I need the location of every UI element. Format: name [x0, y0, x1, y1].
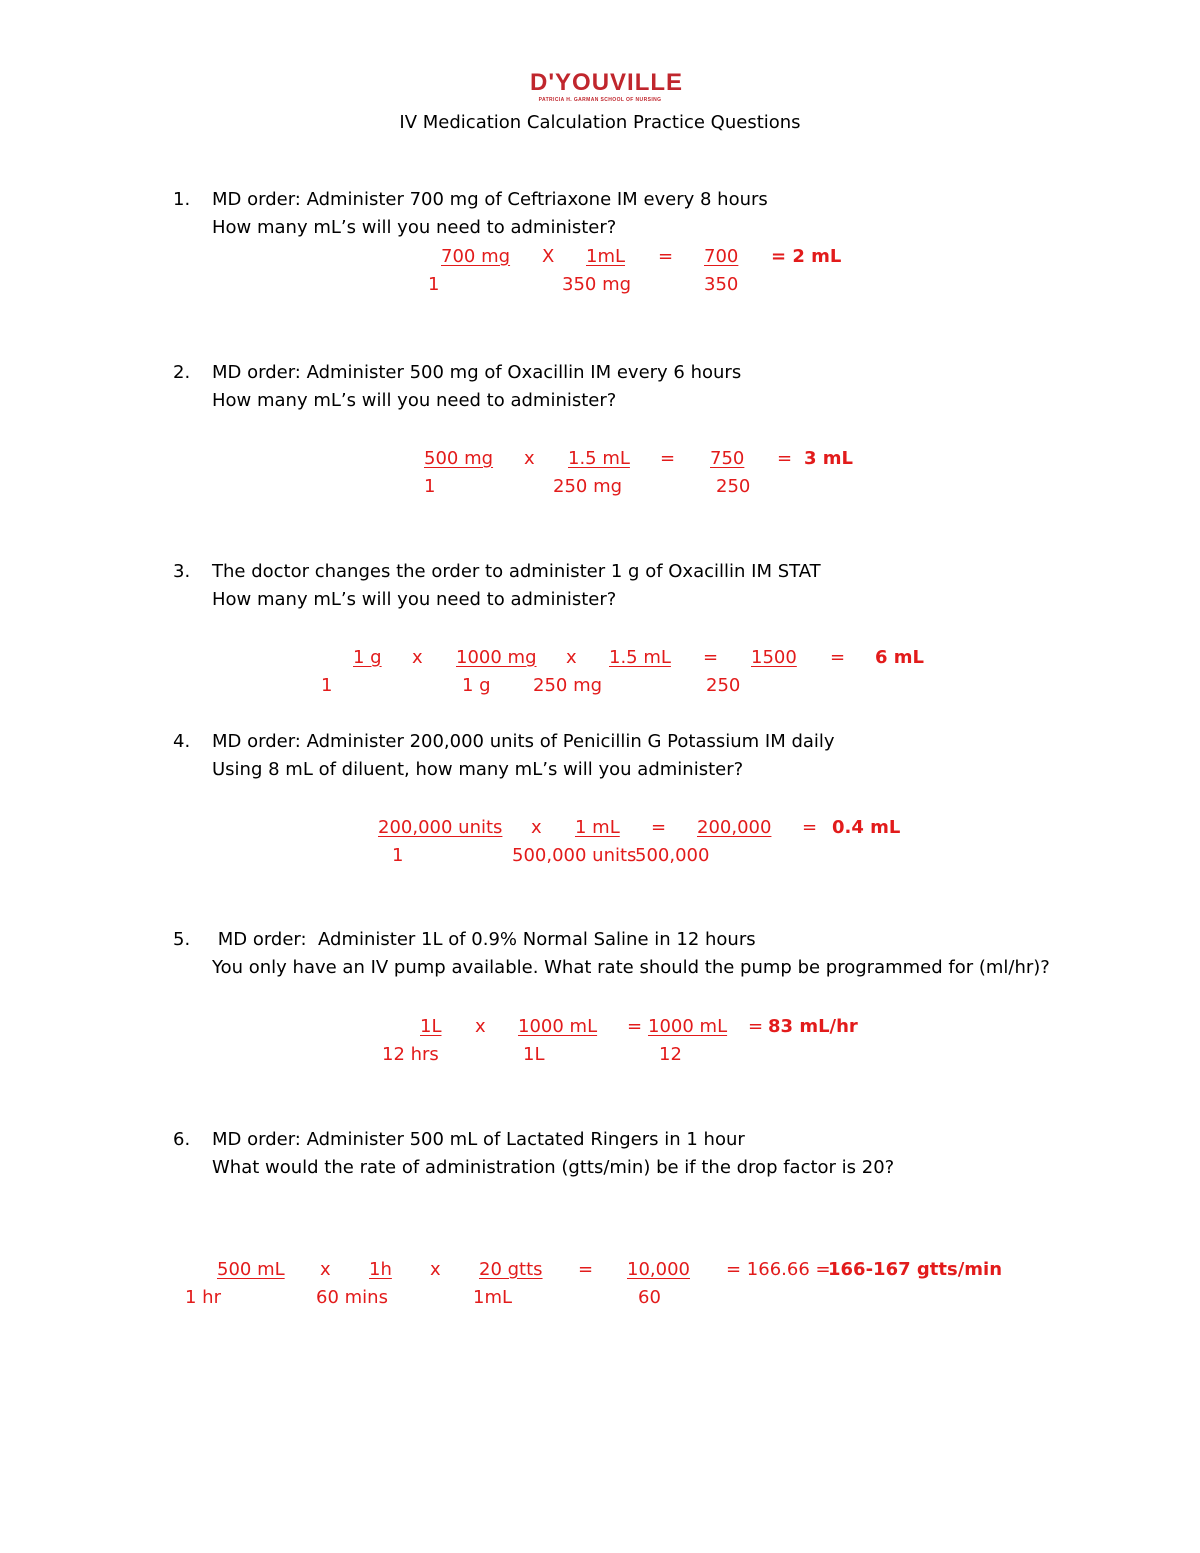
work-term: 750	[710, 448, 745, 469]
logo-subtext: PATRICIA H. GARMAN SCHOOL OF NURSING	[538, 97, 662, 103]
question-order: MD order: Administer 700 mg of Ceftriaxone IM every 8 hours	[212, 189, 768, 210]
work-term: 500 mL	[217, 1259, 285, 1280]
question-order: MD order: Administer 500 mL of Lactated Ringers in 1 hour	[212, 1129, 745, 1150]
work-operator: x	[475, 1016, 486, 1037]
question-prompt: How many mL’s will you need to administer?	[212, 390, 617, 411]
work-denominator: 1	[424, 476, 436, 497]
work-operator: X	[542, 246, 555, 267]
work-denominator: 60	[638, 1287, 661, 1308]
work-answer: 6 mL	[875, 647, 925, 668]
work-denominator: 250	[706, 675, 741, 696]
work-denominator: 12	[659, 1044, 682, 1065]
work-answer: 83 mL/hr	[768, 1016, 858, 1037]
question-number: 4.	[173, 731, 191, 752]
question-order: MD order: Administer 200,000 units of Penicillin G Potassium IM daily	[212, 731, 835, 752]
work-denominator: 1mL	[473, 1287, 513, 1308]
work-denominator: 1	[392, 845, 404, 866]
question-prompt: Using 8 mL of diluent, how many mL’s will you administer?	[212, 759, 744, 780]
work-term: 20 gtts	[479, 1259, 543, 1280]
school-logo	[530, 69, 684, 104]
work-operator: x	[566, 647, 577, 668]
work-operator: =	[578, 1259, 594, 1280]
work-answer: 3 mL	[804, 448, 854, 469]
work-operator: x	[320, 1259, 331, 1280]
work-term: 1 mL	[575, 817, 620, 838]
work-operator: =	[703, 647, 719, 668]
work-term: 700 mg	[441, 246, 511, 267]
question-order: MD order: Administer 500 mg of Oxacillin IM every 6 hours	[212, 362, 742, 383]
work-denominator: 500,000	[635, 845, 710, 866]
question-number: 1.	[173, 189, 191, 210]
work-denominator: 250	[716, 476, 751, 497]
work-denominator: 60 mins	[316, 1287, 388, 1308]
work-denominator: 500,000 units	[512, 845, 637, 866]
work-answer: 0.4 mL	[832, 817, 901, 838]
work-operator: =	[660, 448, 676, 469]
question-number: 6.	[173, 1129, 191, 1150]
work-term: 700	[704, 246, 739, 267]
work-denominator: 250 mg	[553, 476, 623, 497]
work-operator: = 166.66 =	[726, 1259, 831, 1280]
question-prompt: How many mL’s will you need to administer?	[212, 589, 617, 610]
work-denominator: 1	[428, 274, 440, 295]
question-number: 2.	[173, 362, 191, 383]
work-term: 1mL	[586, 246, 626, 267]
work-operator: x	[430, 1259, 441, 1280]
work-operator: x	[412, 647, 423, 668]
work-term: 1.5 mL	[609, 647, 671, 668]
question-prompt: You only have an IV pump available. What rate should the pump be programmed for (ml/hr)?	[212, 957, 1050, 978]
question-order: MD order: Administer 1L of 0.9% Normal Saline in 12 hours	[212, 929, 756, 950]
work-term: 1 g	[353, 647, 382, 668]
work-denominator: 12 hrs	[382, 1044, 439, 1065]
work-term: 1000 mg	[456, 647, 537, 668]
work-denominator: 1 g	[462, 675, 491, 696]
work-denominator: 250 mg	[533, 675, 603, 696]
work-operator: =	[627, 1016, 643, 1037]
work-term: 1L	[420, 1016, 442, 1037]
work-operator: =	[777, 448, 793, 469]
work-term: 10,000	[627, 1259, 690, 1280]
question-order: The doctor changes the order to administer 1 g of Oxacillin IM STAT	[212, 561, 821, 582]
work-term: 200,000 units	[378, 817, 503, 838]
work-term: 200,000	[697, 817, 772, 838]
work-answer: 166-167 gtts/min	[828, 1259, 1003, 1280]
work-answer: = 2 mL	[771, 246, 842, 267]
work-operator: =	[748, 1016, 764, 1037]
work-term: 1h	[369, 1259, 392, 1280]
work-operator: x	[524, 448, 535, 469]
work-operator: =	[658, 246, 674, 267]
work-term: 1500	[751, 647, 797, 668]
work-operator: x	[531, 817, 542, 838]
work-term: 1.5 mL	[568, 448, 630, 469]
page-title: IV Medication Calculation Practice Questions	[399, 112, 801, 133]
question-number: 3.	[173, 561, 191, 582]
work-term: 1000 mL	[518, 1016, 598, 1037]
work-denominator: 1L	[523, 1044, 545, 1065]
work-operator: =	[802, 817, 818, 838]
work-denominator: 350 mg	[562, 274, 632, 295]
work-operator: =	[830, 647, 846, 668]
work-term: 500 mg	[424, 448, 494, 469]
question-number: 5.	[173, 929, 191, 950]
logo-wordmark: D'YOUVILLE	[530, 69, 684, 96]
work-operator: =	[651, 817, 667, 838]
work-denominator: 350	[704, 274, 739, 295]
question-prompt: What would the rate of administration (gtts/min) be if the drop factor is 20?	[212, 1157, 895, 1178]
work-term: 1000 mL	[648, 1016, 728, 1037]
work-denominator: 1 hr	[185, 1287, 221, 1308]
work-denominator: 1	[321, 675, 333, 696]
question-prompt: How many mL’s will you need to administer?	[212, 217, 617, 238]
